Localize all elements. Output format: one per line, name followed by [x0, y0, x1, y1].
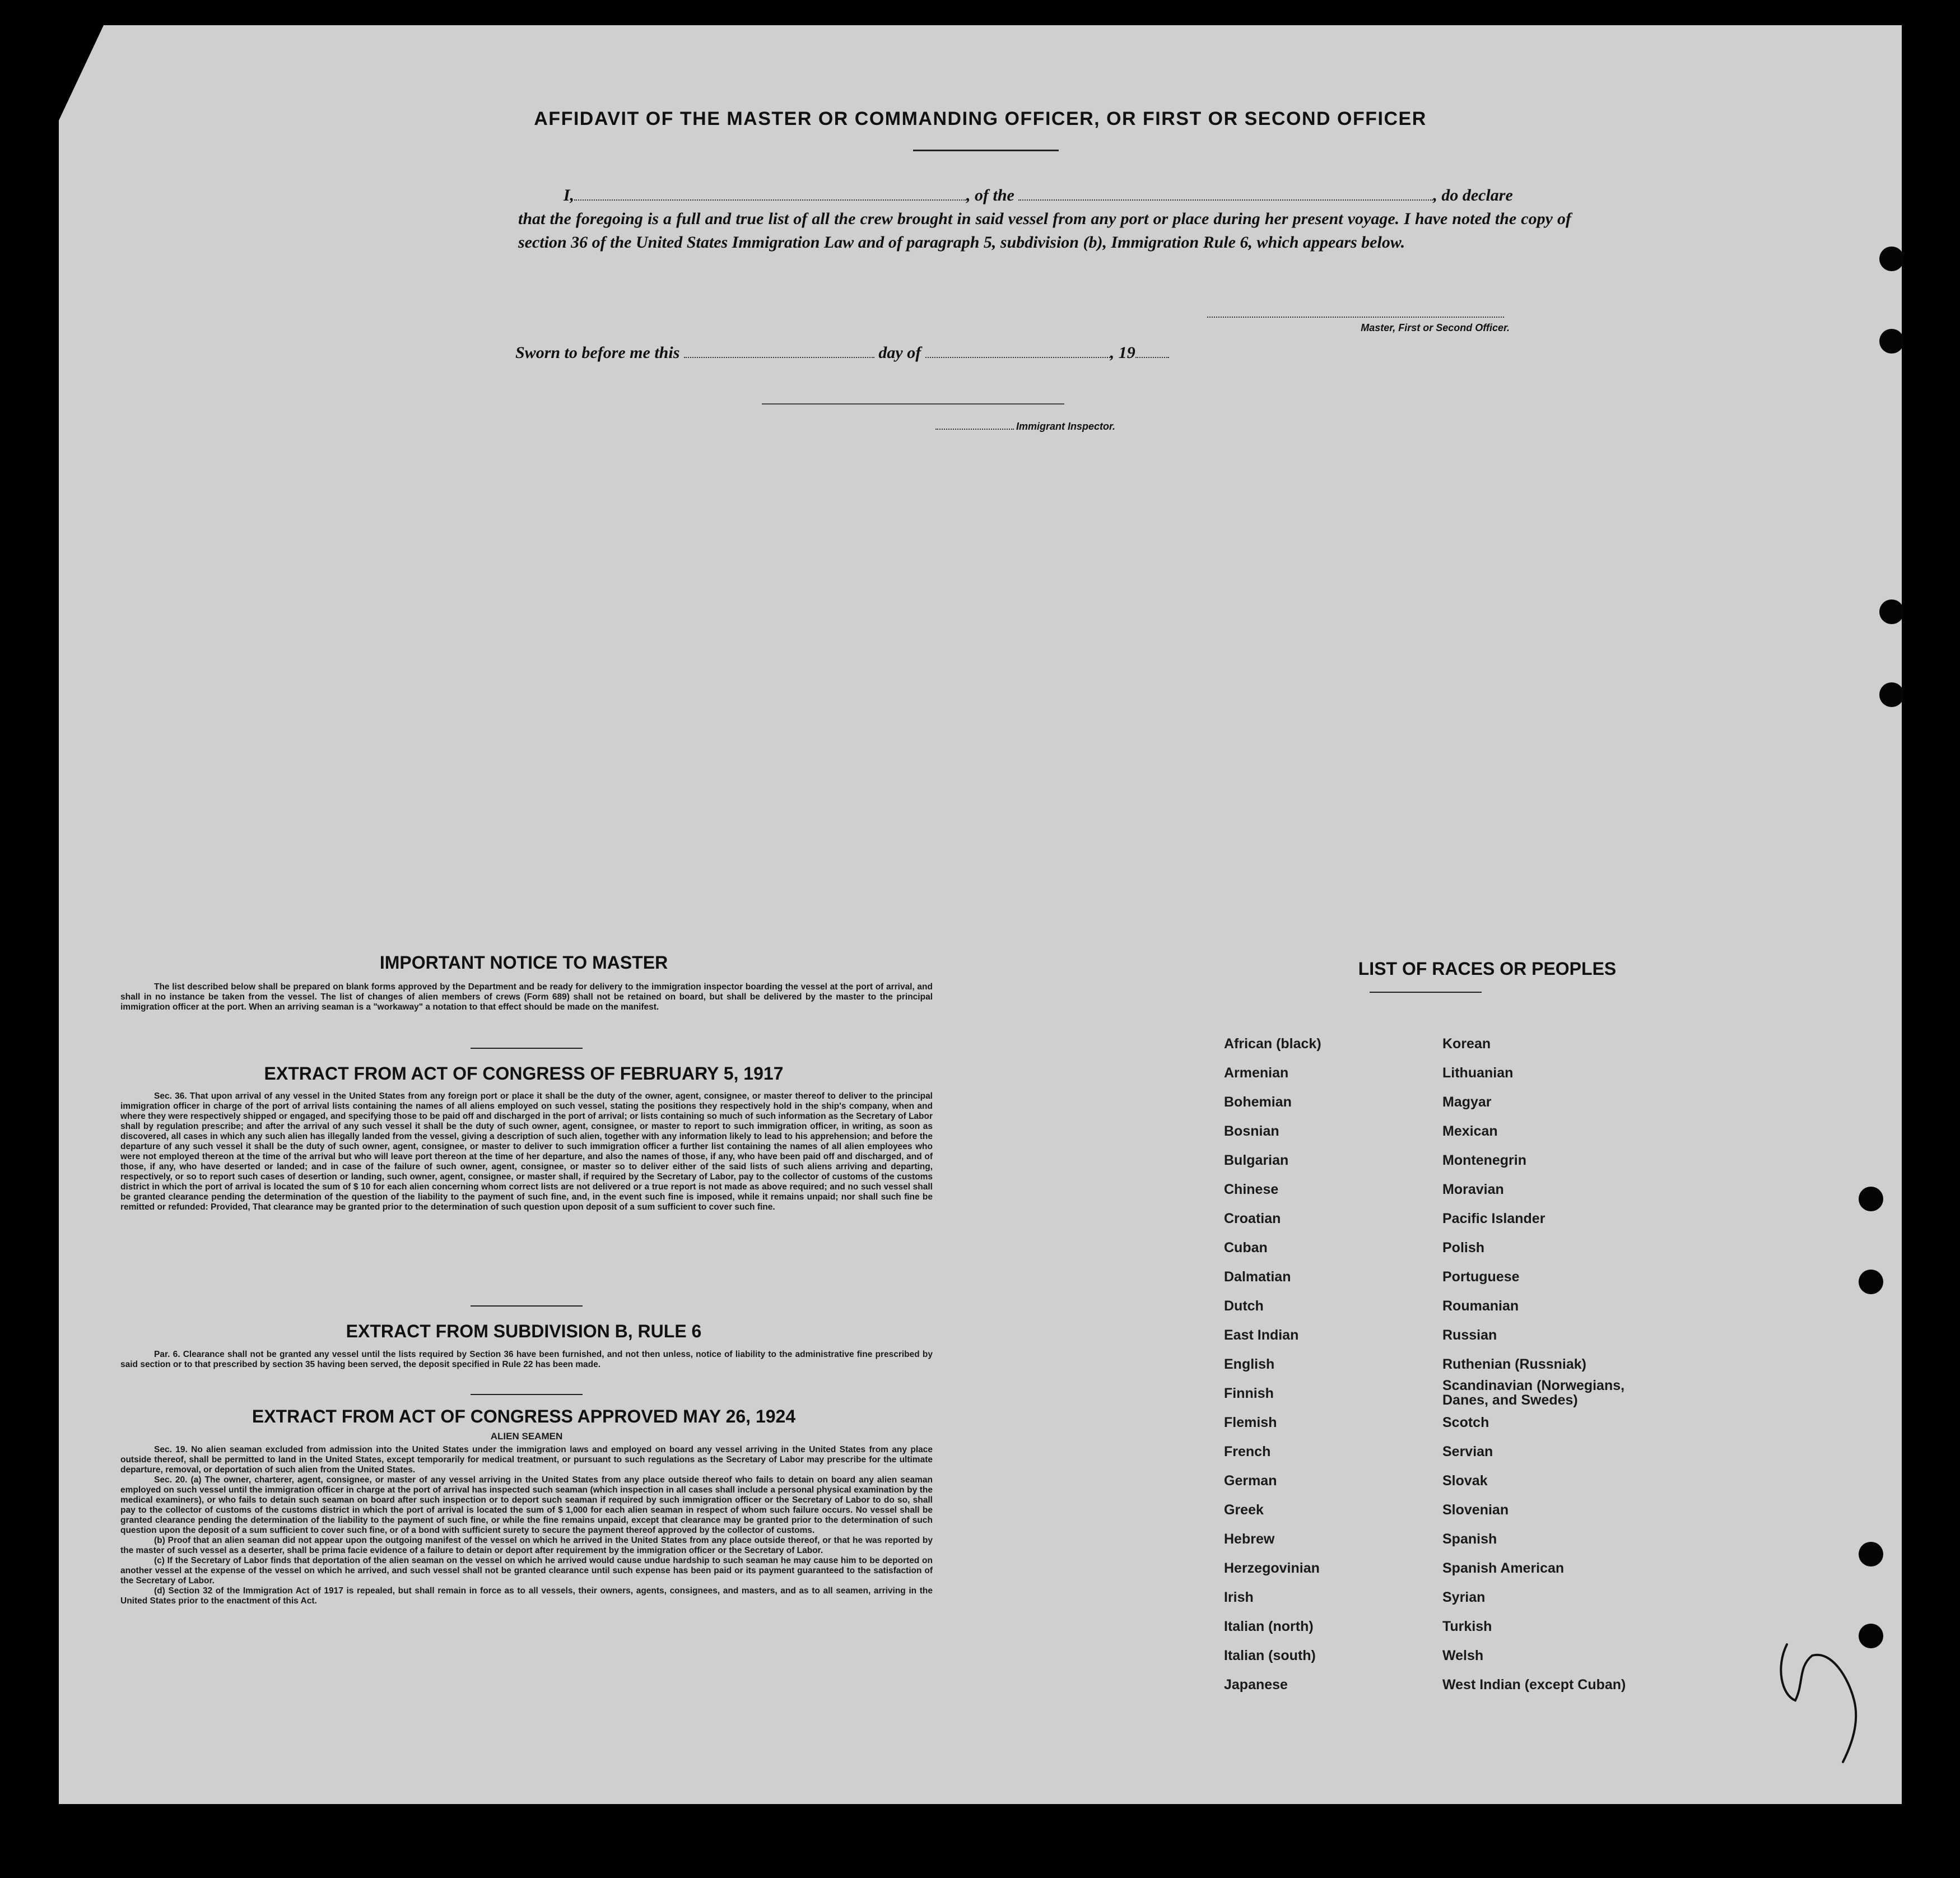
race-item: Chinese [1224, 1182, 1279, 1197]
par-6-paragraph: Par. 6. Clearance shall not be granted any vessel until the lists required by Section 36 have been furnished, and not then unless, notice of liability to the administrative fine prescribed by said section or to that prescribed by section 35 having been served, the deposit specified in Rule 22 has been made. [120, 1350, 933, 1369]
rule-6-text [120, 1350, 933, 1370]
race-item: African (black) [1224, 1036, 1321, 1052]
declaration-of: , of the [966, 186, 1014, 204]
races-divider [1370, 992, 1482, 993]
master-signature-label: Master, First or Second Officer. [1361, 322, 1510, 333]
sworn-day-field[interactable] [684, 346, 874, 358]
extract-1917-text [120, 1091, 933, 1212]
inspector-label: Immigrant Inspector. [1016, 421, 1116, 432]
declaration-i: I, [563, 186, 574, 204]
master-signature-line[interactable] [1207, 317, 1504, 318]
declaration-body: that the foregoing is a full and true list of all the crew brought in said vessel from any port or place during her present voyage. I have noted the copy of section 36 of the United States Immigration Law and of paragraph 5, subdivision (b), Immigration Rule 6, which appears below. [518, 210, 1571, 252]
sec-20d-paragraph: (d) Section 32 of the Immigration Act of 1917 is repealed, but shall remain in force as to all vessels, their owners, agents, consignees, and masters, and as to all seamen, arriving in the United States prior to the enactment of this Act. [120, 1586, 933, 1606]
race-item: Irish [1224, 1589, 1254, 1605]
divider [471, 1305, 583, 1307]
inspector-label-row [935, 421, 1115, 433]
race-item: English [1224, 1356, 1275, 1372]
race-item: Hebrew [1224, 1531, 1275, 1547]
sec-20b-paragraph: (b) Proof that an alien seaman did not appear upon the outgoing manifest of the vessel on which he arrived in the United States from any place outside thereof, or that he was reported by the master of such vessel as a deserter, shall be prima facie evidence of a failure to detain or deport after requirement by the immigration officer or the Secretary of Labor. [120, 1536, 933, 1555]
race-item: Cuban [1224, 1240, 1268, 1256]
race-item: Greek [1224, 1502, 1264, 1518]
race-item: West Indian (except Cuban) [1442, 1677, 1626, 1693]
race-item: Bosnian [1224, 1123, 1279, 1139]
sec-20c-paragraph: (c) If the Secretary of Labor finds that deportation of the alien seaman on the vessel on which he arrived would cause undue hardship to such seaman he may cause him to be deported on another vessel at the expense of the vessel on which he arrived, and such vessel shall not be granted clearance until such expense has been paid or its payment guaranteed to the satisfaction of the Secretary of Labor. [120, 1556, 933, 1586]
race-item: Armenian [1224, 1065, 1289, 1081]
notice-paragraph: The list described below shall be prepared on blank forms approved by the Department and be ready for delivery to the immigration inspector boarding the vessel at the port of arrival, and shall in no instance be taken from the vessel. The list of changes of alien members of crews (Form 689) shall not be retained on board, but shall be delivered by the master to the principal immigration officer at the port. When an arriving seaman is a "workaway" a notation to that effect should be made on the manifest. [120, 982, 933, 1012]
sworn-month-field[interactable] [925, 346, 1110, 358]
race-item: Dutch [1224, 1298, 1264, 1314]
race-item: Bulgarian [1224, 1152, 1289, 1168]
extract-1917-title: EXTRACT FROM ACT OF CONGRESS OF FEBRUARY 5, 1917 [264, 1063, 784, 1084]
affidavit-declaration [518, 184, 1571, 254]
binder-hole [1859, 1624, 1883, 1648]
race-item: Portuguese [1442, 1269, 1520, 1285]
race-item: Croatian [1224, 1211, 1281, 1226]
binder-hole [1879, 599, 1904, 624]
folded-corner [59, 25, 104, 120]
race-item: French [1224, 1444, 1271, 1459]
race-item: Flemish [1224, 1415, 1277, 1430]
sworn-year-field[interactable] [1135, 346, 1169, 358]
race-item: Scotch [1442, 1415, 1489, 1430]
notice-title: IMPORTANT NOTICE TO MASTER [379, 952, 668, 973]
binder-hole [1879, 247, 1904, 271]
race-item: Spanish American [1442, 1560, 1565, 1576]
race-item: Mexican [1442, 1123, 1498, 1139]
race-item: Slovenian [1442, 1502, 1509, 1518]
race-item: East Indian [1224, 1327, 1299, 1343]
inspector-name-field[interactable] [935, 421, 1014, 430]
race-item: Polish [1442, 1240, 1485, 1256]
binder-hole [1859, 1270, 1883, 1294]
sec-20a-paragraph: Sec. 20. (a) The owner, charterer, agent, consignee, or master of any vessel arriving in the United States from any place outside thereof who fails to detain on board any alien seaman employed on such vessel until the immigration officer in charge at the port of arrival has inspected such seaman (which inspection in all cases shall include a personal physical examination by the medical examiners), or who fails to detain such seaman on board after such inspection or to deport such seaman if required by such immigration officer or the Secretary of Labor to do so, shall pay to the collector of customs of the customs district in which the port of arrival is located the sum of $ 1,000 for each alien seaman in respect of whom such failure occurs. No vessel shall be granted clearance pending the determination of the liability to the payment of such fine, or while the fine remains unpaid, except that clearance may be granted prior to the determination of such question upon the deposit of a sum sufficient to cover such fine, or of a bond with sufficient surety to secure the payment thereof approved by the collector of customs. [120, 1475, 933, 1535]
race-item: Bohemian [1224, 1094, 1292, 1110]
race-item: Dalmatian [1224, 1269, 1291, 1285]
race-item: Italian (south) [1224, 1648, 1316, 1663]
race-item: Montenegrin [1442, 1152, 1526, 1168]
race-item: Welsh [1442, 1648, 1484, 1663]
race-item: Servian [1442, 1444, 1493, 1459]
document-sheet [59, 25, 1902, 1804]
binder-hole [1859, 1187, 1883, 1211]
race-item: Turkish [1442, 1619, 1492, 1634]
race-item: Syrian [1442, 1589, 1486, 1605]
binder-hole [1879, 682, 1904, 707]
sec-19-paragraph: Sec. 19. No alien seaman excluded from admission into the United States under the immigration laws and employed on board any vessel arriving in the United States from any place outside thereof, shall be permitted to land in the United States, except temporarily for medical treatment, or pursuant to such regulations as the Secretary of Labor may prescribe for the ultimate departure, removal, or deportation of such alien from the United States. [120, 1445, 933, 1475]
sworn-year-label: , 19 [1110, 343, 1135, 362]
declaration-line-1 [518, 184, 1571, 207]
race-item: German [1224, 1473, 1277, 1489]
race-item: Scandinavian (Norwegians, Danes, and Swedes) [1442, 1378, 1625, 1408]
race-item: Magyar [1442, 1094, 1492, 1110]
sec-36-paragraph: Sec. 36. That upon arrival of any vessel in the United States from any foreign port or place it shall be the duty of the owner, agent, consignee, or master thereof to deliver to the principal immigration officer in charge of the port of arrival lists containing the names of all aliens employed on such vessel, stating the positions they respectively hold in the ship's company, when and where they were respectively shipped or engaged, and specifying those to be paid off and discharged in the port of arrival; or lists containing so much of such information as the Secretary of Labor shall by regulation prescribe; and after the arrival of any such vessel it shall be the duty of such owner, agent, consignee, or master to report to such immigration officer, in writing, as soon as discovered, all cases in which any such alien has illegally landed from the vessel, giving a description of such alien, together with any information likely to lead to his apprehension; and before the departure of any such vessel it shall be the duty of such owner, agent, consignee, or master to deliver to such immigration officer a further list containing the names of all alien employees who were not employed thereon at the time of the arrival but who will leave port thereon at the time of her departure, and also the names of those, if any, who have been paid off and discharged, and of those, if any, who have deserted or landed; and in case of the failure of such owner, agent, consignee, or master so to deliver either of the said lists of such aliens arriving and departing, respectively, or so to report such cases of desertion or landing, such owner, agent, consignee, or master shall, if required by the Secretary of Labor, pay to the collector of customs of the customs district in which the port of arrival is located the sum of $ 10 for each alien concerning whom correct lists are not delivered or a true report is not made as above required; and no such vessel shall be granted clearance pending the determination of the question of the liability to the payment of such fine, and, in the event such fine is imposed, while it remains unpaid; nor shall such fine be remitted or refunded: Provided, That clearance may be granted prior to the determination of such question upon deposit of a sum sufficient to cover such fine. [120, 1091, 933, 1212]
binder-hole [1879, 329, 1904, 354]
race-item: Japanese [1224, 1677, 1288, 1693]
extract-1924-text [120, 1431, 933, 1606]
title-divider [913, 150, 1059, 151]
inspector-signature-line[interactable] [762, 403, 1064, 405]
race-item: Italian (north) [1224, 1619, 1314, 1634]
race-item: Herzegovinian [1224, 1560, 1320, 1576]
race-item: Russian [1442, 1327, 1497, 1343]
vessel-name-field[interactable] [1018, 188, 1433, 201]
race-item: Moravian [1442, 1182, 1504, 1197]
race-item: Spanish [1442, 1531, 1497, 1547]
races-title: LIST OF RACES OR PEOPLES [1358, 959, 1617, 979]
sworn-prefix: Sworn to before me this [515, 343, 680, 362]
sworn-day-label: day of [878, 343, 921, 362]
race-item: Ruthenian (Russniak) [1442, 1356, 1586, 1372]
sworn-line [515, 343, 1169, 362]
declarant-name-field[interactable] [574, 188, 966, 201]
alien-seamen-subtitle: ALIEN SEAMEN [490, 1431, 563, 1442]
race-item: Lithuanian [1442, 1065, 1514, 1081]
affidavit-title: AFFIDAVIT OF THE MASTER OR COMMANDING OFFICER, OR FIRST OR SECOND OFFICER [534, 108, 1427, 129]
handwritten-mark [1765, 1633, 1888, 1768]
divider [471, 1394, 583, 1395]
race-item: Korean [1442, 1036, 1491, 1052]
notice-text [120, 982, 933, 1012]
race-item: Roumanian [1442, 1298, 1519, 1314]
binder-hole [1859, 1542, 1883, 1566]
race-item: Slovak [1442, 1473, 1488, 1489]
declaration-declare: , do declare [1433, 186, 1513, 204]
race-item: Pacific Islander [1442, 1211, 1545, 1226]
race-item: Finnish [1224, 1386, 1274, 1401]
rule-6-title: EXTRACT FROM SUBDIVISION B, RULE 6 [346, 1321, 702, 1341]
extract-1924-title: EXTRACT FROM ACT OF CONGRESS APPROVED MAY 26, 1924 [252, 1406, 796, 1426]
divider [471, 1048, 583, 1049]
